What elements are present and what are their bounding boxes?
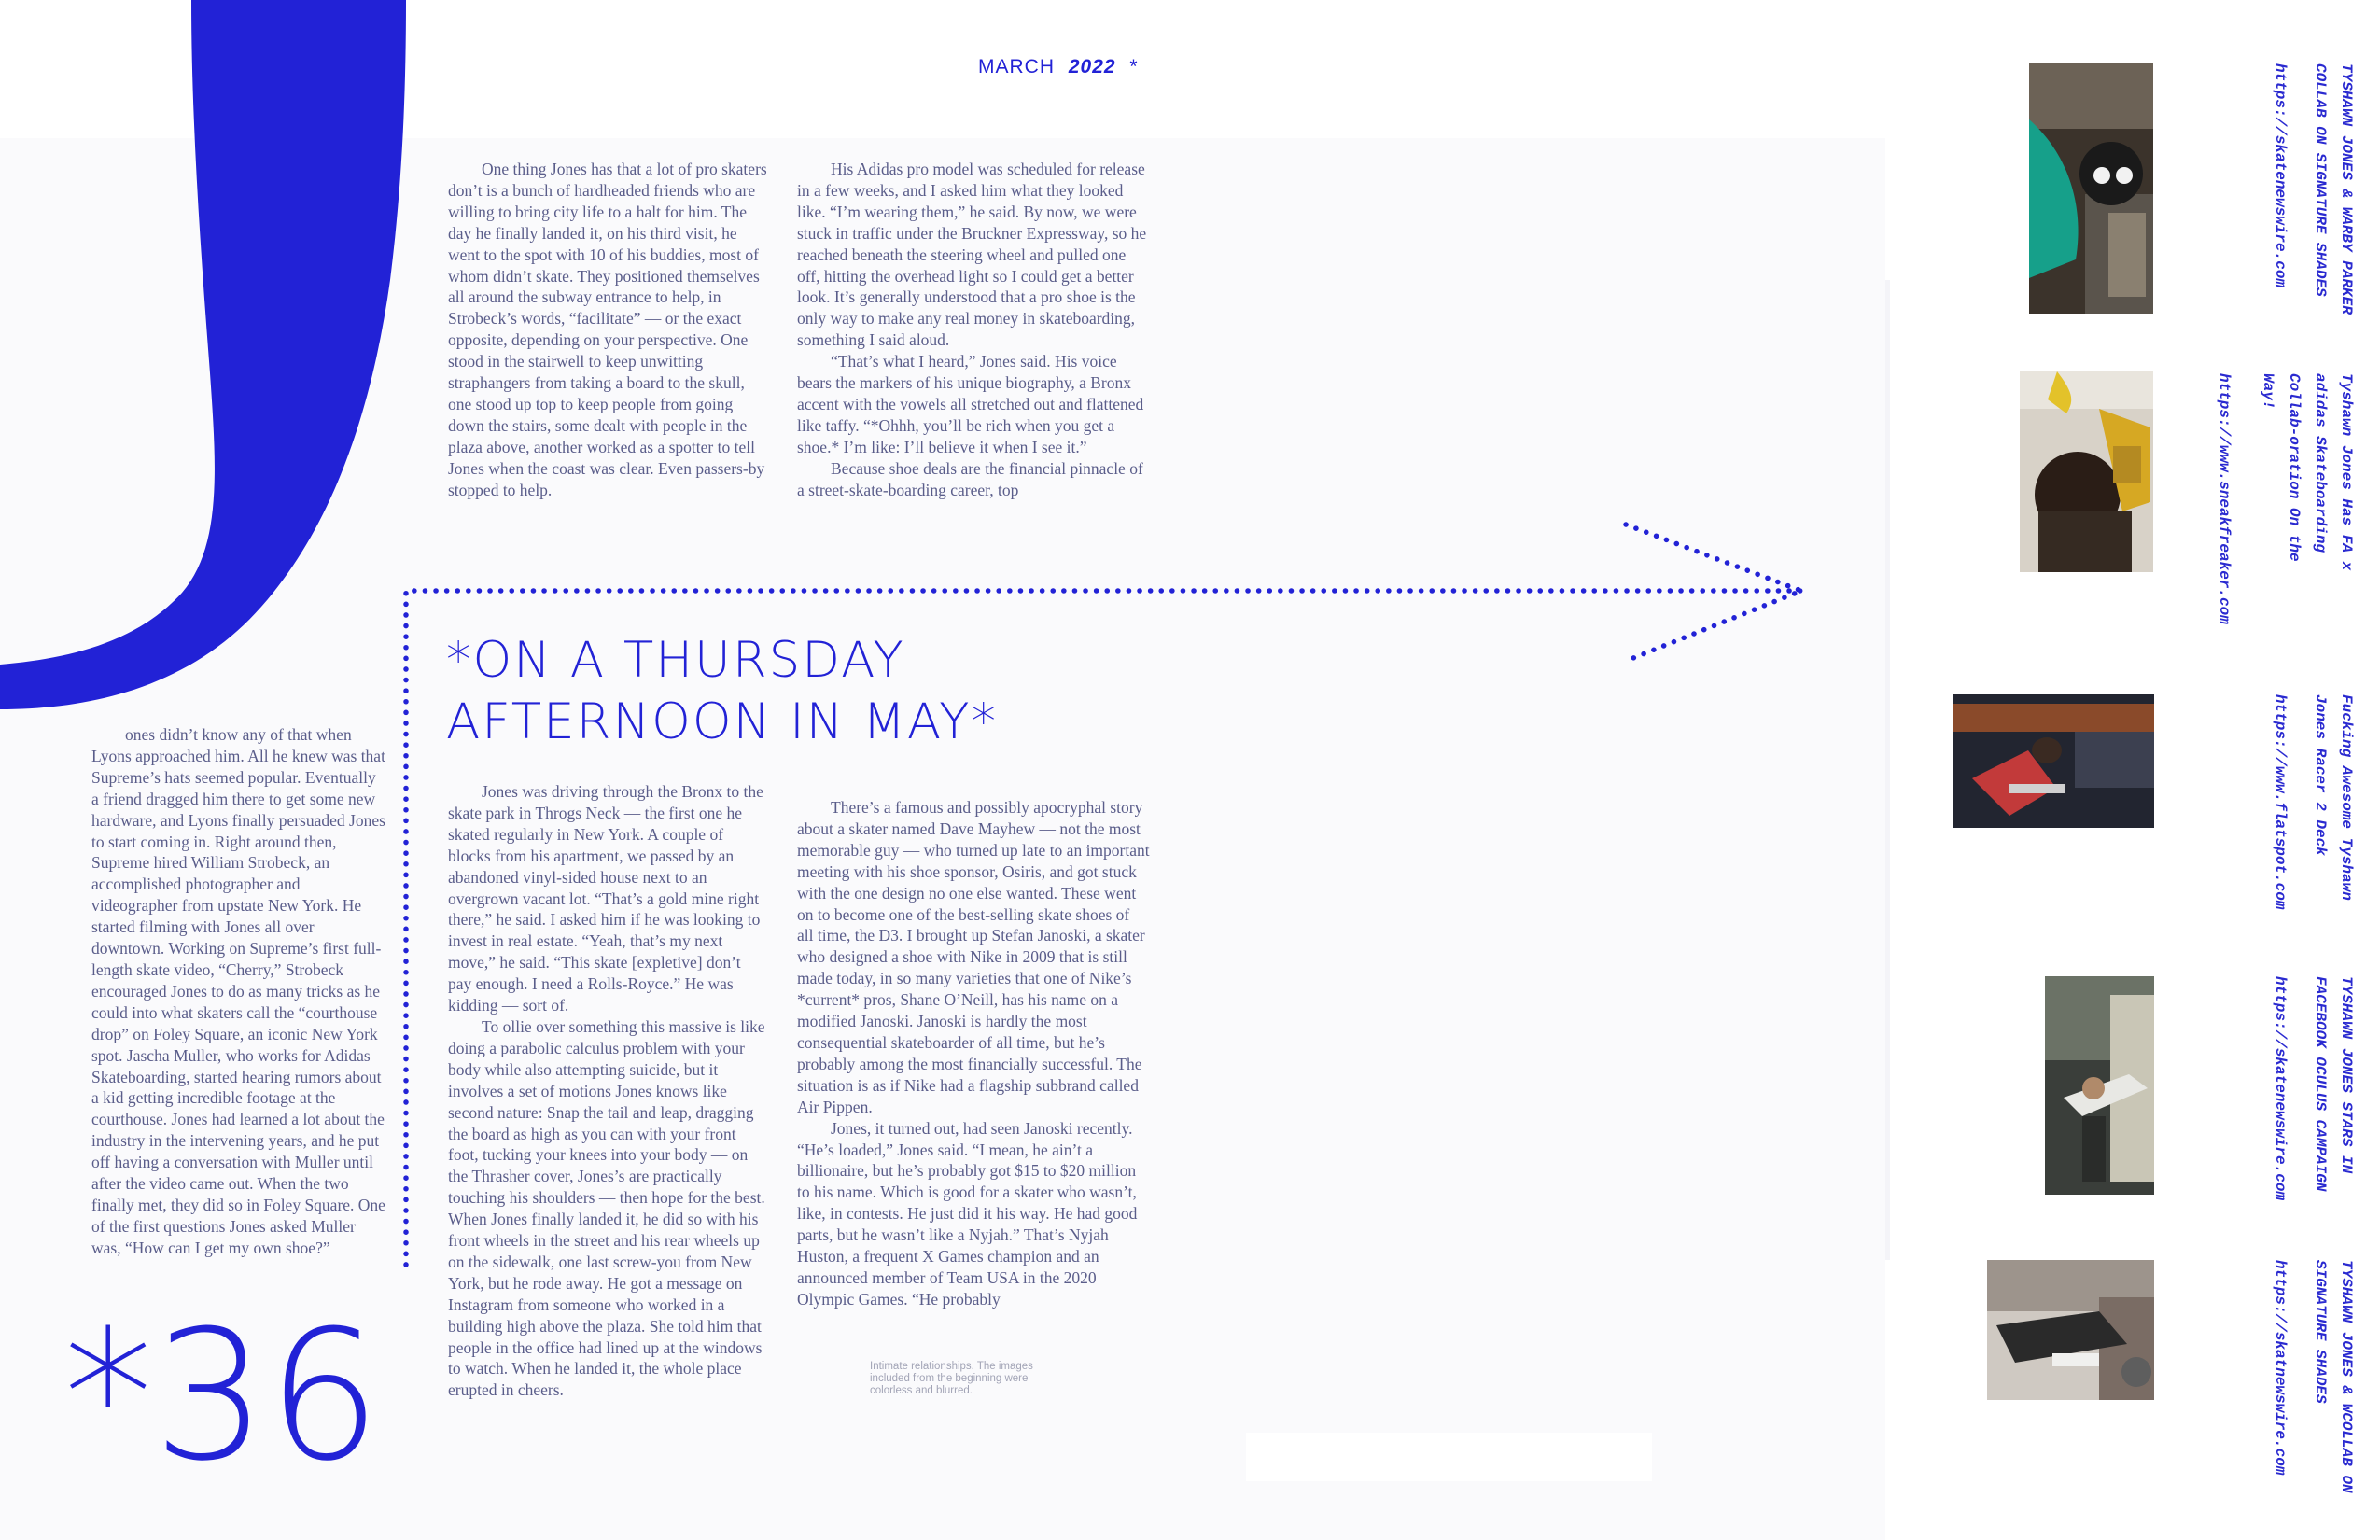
image-caption: Intimate relationships. The images included from the beginning were colorless and blurred. xyxy=(870,1361,1033,1396)
drop-cap-j xyxy=(0,0,411,719)
issue-year: 2022 xyxy=(1068,56,1116,77)
article-column-bottom-a xyxy=(448,781,767,1401)
paragraph: “That’s what I heard,” Jones said. His voice bears the markers of his unique biography, a Bronx accent with the vowels all stretched out and flattened like taffy. “*Ohhh, you’ll be rich when you get a shoe.* I’m like: I’ll believe it when I see it.” xyxy=(797,352,1144,456)
sidebar-title-2[interactable]: Tyshawn Jones Has FA x adidas Skateboarding Collab-oration On the Way! xyxy=(2260,373,2355,571)
paragraph: One thing Jones has that a lot of pro skaters don’t is a bunch of hardheaded friends who are willing to bring city life to a halt for him. The day he finally landed it, on his third visit, he went to the spot with 10 of his buddies, most of whom didn’t skate. They positioned themselves all around the subway entrance to help, in Strobeck’s words, “facilitate” — or the exact opposite, depending on your perspective. One stood in the stairwell to keep unwitting straphangers from taking a board to the skull, one stood up top to keep people from going down the stairs, some dealt with people in the plaza above, another worked as a spotter to tell Jones when the coast was clear. Even passers-by stopped to help. xyxy=(448,160,767,499)
paragraph: ones didn’t know any of that when Lyons approached him. All he knew was that Supreme’s hats seemed popular. Eventually a friend dragged him there to get some new hardware, and Lyons finally persuaded Jones to start coming in. Right around then, Supreme hired William Strobeck, an accomplished photographer and videographer from upstate New York. He started filming with Jones all over downtown. Working on Supreme’s first full-length skate video, “Cherry,” Strobeck encouraged Jones to do as many tricks as he could into what skaters call the “courthouse drop” on Foley Square, an iconic New York spot. Jascha Muller, who works for Adidas Skateboarding, started hearing rumors about a kid getting incredible footage at the courthouse. Jones had learned a lot about the industry in the intervening years, and he put off having a conversation with Muller until after the video came out. When the two finally met, they did so in Foley Square. One of the first questions Jones asked Muller was, “How can I get my own shoe?” xyxy=(91,725,385,1257)
blank-box xyxy=(1246,1433,1652,1481)
thumbnail-shades-photo[interactable] xyxy=(2029,63,2153,314)
paragraph: Jones, it turned out, had seen Janoski recently. “He’s loaded,” Jones said. “I mean, he ain’t a billionaire, but he’s probably got $15 to $20 million to his name. Which is good for a skater who wasn’t, like, in contests. He just did it his way. He had good parts, but he wasn’t like a Nyjah.” That’s Nyjah Huston, a frequent X Games champion and an announced member of Team USA in the 2020 Olympic Games. “He probably xyxy=(797,1118,1138,1309)
thumbnail-shoe-photo[interactable] xyxy=(2020,371,2153,572)
article-column-bottom-b xyxy=(797,797,1150,1310)
paragraph: To ollie over something this massive is like doing a parabolic calculus problem with your body while also attempting suicide, but it involves a set of motions Jones knows like second nature: Snap the tail and leap, dragging the board as high as you can with your front foot, tucking your knees into your body — on the Thrasher cover, Jones’s are practically touching his shoulders — then hope for the best. When Jones finally landed it, he did so with his front wheels in the street and his rear wheels up on the sidewalk, one last screw-you from New York, but he rode away. He got a message on Instagram from someone who worked in a building high above the plaza. She told him that people in the office had lined up at the windows to watch. When he landed it, the whole place erupted in cheers. xyxy=(448,1016,765,1400)
paragraph: His Adidas pro model was scheduled for release in a few weeks, and I asked him what they looked like. “I’m wearing them,” he said. By now, we were stuck in traffic under the Bruckner Expressway, so he reached beneath the steering wheel and pulled one off, hitting the overhead light so I could get a better look. It’s generally understood that a pro shoe is the only way to make any real money in skateboarding, something I said aloud. xyxy=(797,160,1147,350)
thumbnail-street-photo[interactable] xyxy=(1987,1260,2154,1400)
thumbnail-oculus-photo[interactable] xyxy=(2045,976,2154,1195)
heading-line: AFTERNOON IN MAY* xyxy=(446,693,998,750)
thumbnail-deck-photo[interactable] xyxy=(1953,694,2154,828)
page-number: *36 xyxy=(63,1293,382,1501)
sidebar-link-1[interactable]: https://skatenewswire.com xyxy=(2272,63,2289,288)
paragraph: Jones was driving through the Bronx to the skate park in Throgs Neck — the first one he skated regularly in New York. A couple of blocks from his apartment, we passed by an abandoned vinyl-sided house next to an overgrown vacant lot. “That’s a gold mine right there,” he said. I asked him if he was looking to invest in real estate. “Yeah, that’s my next move,” he said. “This skate [expletive] don’t pay enough. I need a Rolls-Royce.” He was kidding — sort of. xyxy=(448,782,763,1015)
sidebar-link-2[interactable]: https://www.sneakfreaker.com xyxy=(2216,373,2233,624)
sidebar-title-5[interactable]: TYSHAWN JONES & WCOLLAB ON SIGNATURE SHADES xyxy=(2312,1260,2355,1493)
section-heading xyxy=(446,630,998,753)
article-column-top-b xyxy=(797,159,1150,501)
sidebar-title-4[interactable]: TYSHAWN JONES STARS IN FACEBOOK OCULUS CAMPAIGN xyxy=(2312,976,2355,1192)
sidebar-link-4[interactable]: https://skatenewswire.com xyxy=(2272,976,2289,1201)
star-glyph: * xyxy=(1129,56,1139,77)
article-column-left xyxy=(91,724,385,1259)
sidebar-title-1[interactable]: TYSHAWN JONES & WARBY PARKER COLLAB ON SIGNATURE SHADES xyxy=(2312,63,2355,315)
article-column-top-a xyxy=(448,159,767,501)
issue-date xyxy=(978,56,1139,78)
page-panel-right xyxy=(1885,280,1890,1260)
sidebar-title-3[interactable]: Fucking Awesome Tyshawn Jones Racer 2 Deck xyxy=(2312,694,2355,901)
paragraph: There’s a famous and possibly apocryphal story about a skater named Dave Mayhew — not the most memorable guy — who turned up late to an important meeting with his shoe sponsor, Osiris, and got stuck with the one design no one else wanted. These went on to become one of the best-selling skate shoes of all time, the D3. I brought up Stefan Janoski, a skater who designed a shoe with Nike in 2009 that is still made today, in so many varieties that one of Nike’s *current* pros, Shane O’Neill, has his name on a modified Janoski. Janoski is hardly the most consequential skateboarder of all time, but he’s probably among the most financially successful. The situation is as if Nike had a flagship subbrand called Air Pippen. xyxy=(797,798,1150,1116)
issue-month: MARCH xyxy=(978,56,1055,77)
sidebar-link-5[interactable]: https://skatnewswire.com xyxy=(2272,1260,2289,1476)
heading-line: *ON A THURSDAY xyxy=(446,632,905,689)
sidebar-link-3[interactable]: https://www.flatspot.com xyxy=(2272,694,2289,910)
paragraph: Because shoe deals are the financial pinnacle of a street-skate-boarding career, top xyxy=(797,458,1143,499)
